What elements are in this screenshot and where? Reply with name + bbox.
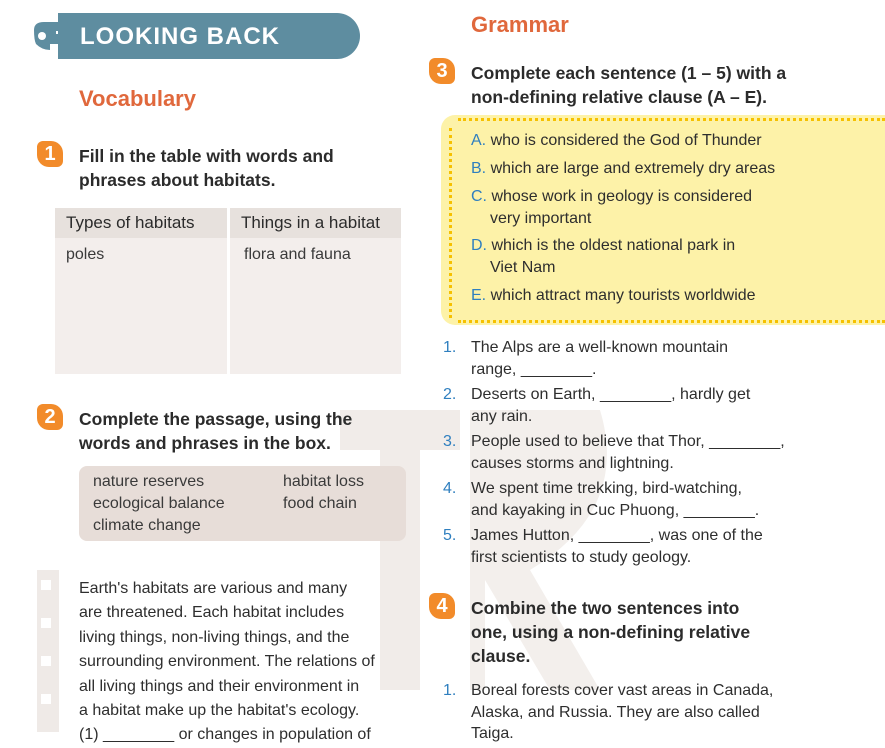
option-letter: D. [471,237,487,254]
option-text: which are large and extremely dry areas [490,160,776,177]
sentence-number: 5. [443,527,457,544]
sentence-text: We spent time trekking, bird-watching, [471,480,742,497]
option-text: who is considered the God of Thunder [490,132,762,149]
option-letter: B. [471,160,487,177]
combine-sentence-1 [443,680,773,745]
sentence-number: 2. [443,386,457,403]
instruction-line: phrases about habitats. [79,170,276,190]
passage-line: Earth's habitats are various and many [79,580,348,597]
option-d [471,235,735,279]
dotted-border-bottom [458,320,885,323]
instruction-line: non-defining relative clause (A – E). [471,87,767,107]
instruction-line: one, using a non-defining relative [471,622,751,642]
option-b [471,158,775,180]
instruction-line: words and phrases in the box. [79,433,331,453]
option-letter: A. [471,132,487,149]
option-text: very important [490,210,592,227]
exercise-1-instruction [79,144,334,192]
notebook-margin-decoration [37,570,67,732]
sentence-text: and kayaking in Cuc Phuong, ________. [471,501,760,519]
sentence-number: 1. [443,339,457,356]
option-text: whose work in geology is considered [491,188,753,205]
table-header-things: Things in a habitat [227,208,401,238]
option-letter: C. [471,188,487,205]
passage-line: a habitat make up the habitat's ecology. [79,702,360,720]
grammar-heading: Grammar [471,12,569,37]
passage-line: living things, non-living things, and the [79,628,350,646]
dotted-border-top [458,118,885,121]
sentence-text: People used to believe that Thor, ________, [471,433,785,450]
dotted-border-left [449,128,452,318]
sentence-5 [443,525,763,568]
option-text: which attract many tourists worldwide [490,287,756,304]
instruction-line: Complete the passage, using the [79,409,353,429]
word-item: nature reserves [93,473,205,490]
sentence-text: any rain. [471,407,533,425]
sentence-4 [443,478,759,521]
sentence-number: 3. [443,433,457,450]
word-item: ecological balance [93,495,225,512]
option-e [471,285,756,307]
passage-line: surrounding environment. The relations of [79,653,375,671]
passage-line: (1) ________ or changes in population of [79,726,371,744]
option-text: which is the oldest national park in [491,237,736,254]
sentence-text: first scientists to study geology. [471,548,692,566]
instruction-line: Fill in the table with words and [79,146,334,166]
sentence-text: range, ________. [471,360,597,378]
habitats-table [55,208,401,374]
sentence-text: Deserts on Earth, ________, hardly get [471,386,751,403]
table-cell-things: flora and fauna [227,238,401,374]
instruction-line: clause. [471,646,531,666]
exercise-4-instruction [471,596,750,668]
instruction-line: Combine the two sentences into [471,598,740,618]
table-cell-types: poles [55,238,227,374]
sentence-3 [443,431,785,474]
passage-line: are threatened. Each habitat includes [79,604,345,622]
exercise-3-instruction [471,61,786,109]
exercise-2-instruction [79,407,352,455]
sentence-number: 4. [443,480,457,497]
passage-line: all living things and their environment in [79,677,360,695]
sentence-text: The Alps are a well-known mountain [471,339,729,356]
option-a [471,130,762,152]
sentence-text: Boreal forests cover vast areas in Canada, [471,682,774,699]
sentence-text: causes storms and lightning. [471,454,674,472]
option-c [471,186,752,230]
table-header-types: Types of habitats [55,208,227,238]
exercise-number-3: 3 [429,58,455,84]
word-box [79,466,406,541]
option-letter: E. [471,287,487,304]
exercise-number-2: 2 [37,404,63,430]
exercise-number-4: 4 [429,593,455,619]
sentence-1 [443,337,728,380]
sentence-text: Taiga. [471,725,514,742]
exercise-number-1: 1 [37,141,63,167]
word-item: climate change [93,517,201,534]
sentence-text: Alaska, and Russia. They are also called [471,703,760,721]
sentence-text: James Hutton, ________, was one of the [471,527,763,544]
word-item: food chain [283,495,357,512]
instruction-line: Complete each sentence (1 – 5) with a [471,63,787,83]
banner-title: LOOKING BACK [80,23,280,50]
sentence-number: 1. [443,682,457,699]
looking-back-banner [30,13,360,59]
sentence-2 [443,384,750,427]
word-item: habitat loss [283,473,364,490]
option-text: Viet Nam [490,259,556,276]
vocabulary-heading: Vocabulary [79,86,196,111]
passage-text [79,577,409,748]
